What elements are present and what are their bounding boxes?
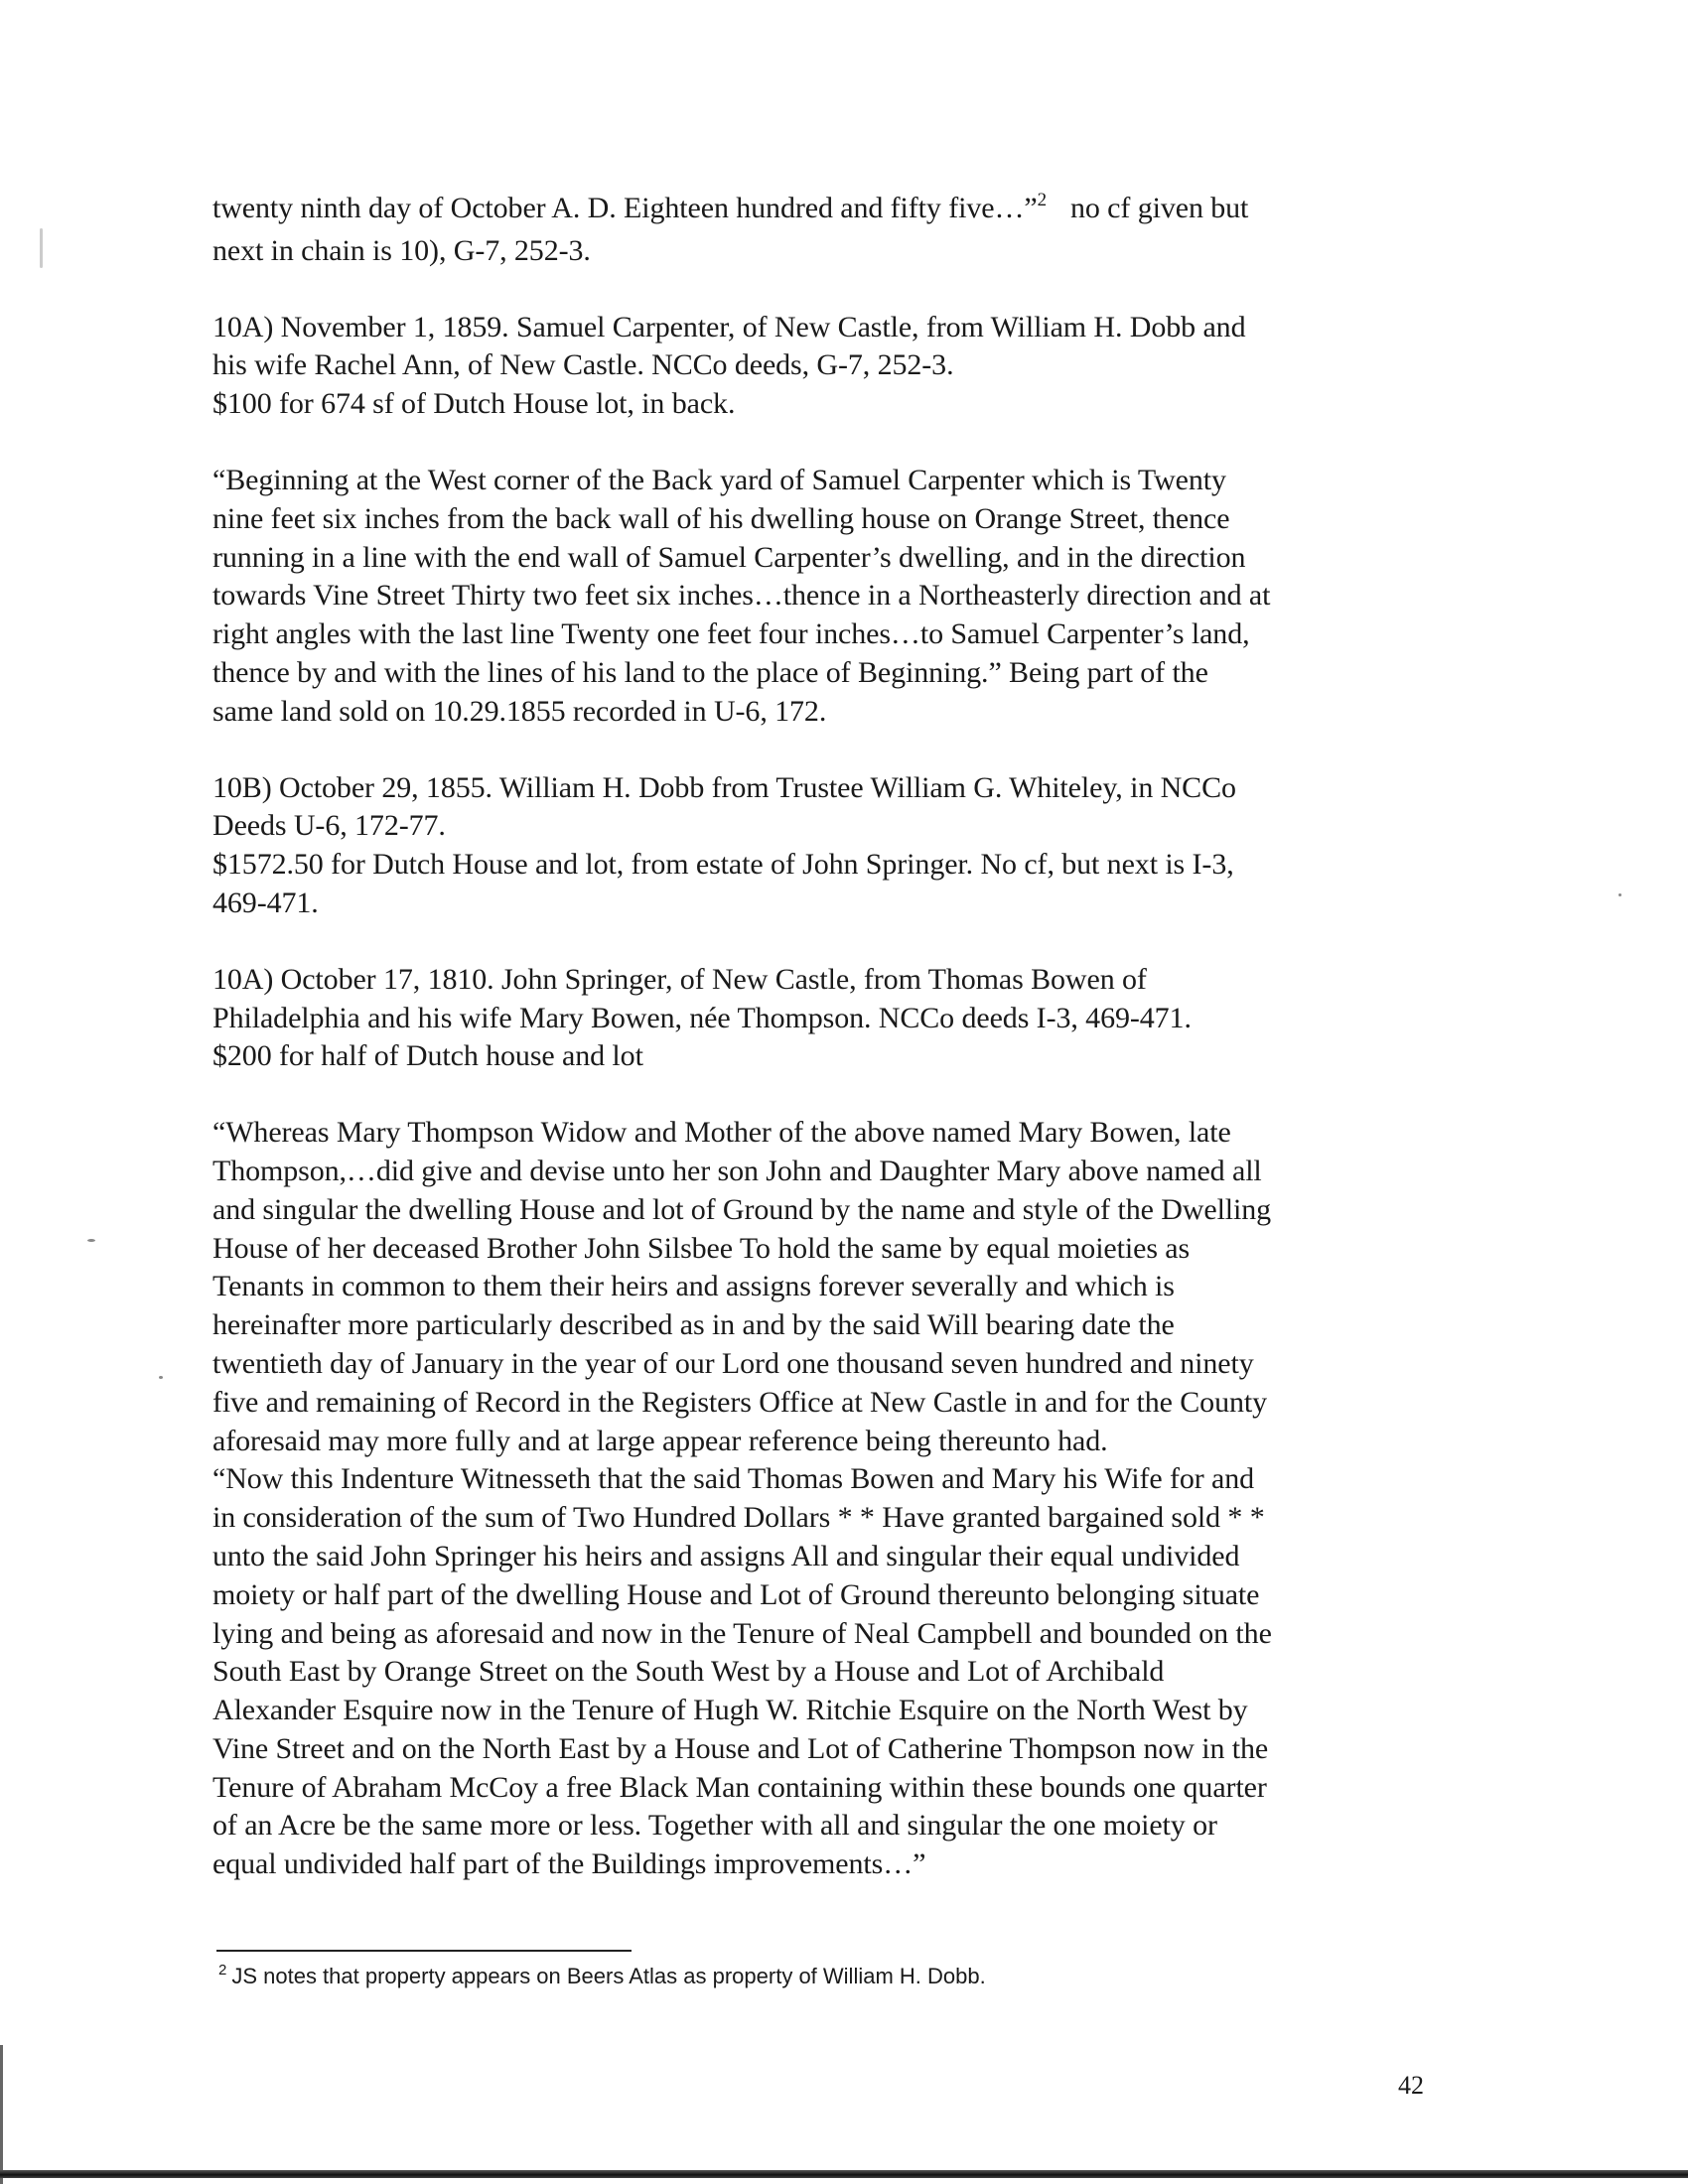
scan-speck xyxy=(40,228,43,268)
scan-edge-bottom xyxy=(0,2170,1688,2178)
line-text: House of her deceased Brother John Silsbee To hold the same by equal moieties as xyxy=(212,1231,1191,1265)
line-text: Vine Street and on the North East by a House and Lot of Catherine Thompson now in the xyxy=(212,1731,1269,1765)
text-line xyxy=(212,500,1454,539)
line-text: right angles with the last line Twenty one feet four inches…to Samuel Carpenter’s land, xyxy=(212,617,1250,651)
text-line xyxy=(212,1499,1454,1538)
line-text: unto the said John Springer his heirs and assigns All and singular their equal undivided xyxy=(212,1539,1240,1572)
line-text: “Now this Indenture Witnesseth that the said Thomas Bowen and Mary his Wife for and xyxy=(212,1462,1255,1496)
paragraph xyxy=(212,769,1454,923)
footnote-separator xyxy=(216,1950,632,1952)
line-text: 469-471. xyxy=(212,886,319,919)
line-text: Deeds U-6, 172-77. xyxy=(212,809,446,843)
text-line xyxy=(212,1345,1454,1384)
line-text: in consideration of the sum of Two Hundred Dollars * * Have granted bargained sold * * xyxy=(212,1501,1265,1535)
text-line xyxy=(212,1460,1454,1499)
line-text: same land sold on 10.29.1855 recorded in U-6, 172. xyxy=(212,694,827,728)
footnote xyxy=(218,1964,986,1989)
line-text: “Whereas Mary Thompson Widow and Mother of the above named Mary Bowen, late xyxy=(212,1116,1231,1150)
scan-speck xyxy=(159,1376,163,1379)
line-text: Thompson,…did give and devise unto her son John and Daughter Mary above named all xyxy=(212,1154,1262,1187)
text-line xyxy=(212,1153,1454,1191)
text-line xyxy=(212,615,1454,654)
text-line xyxy=(212,769,1454,808)
line-text: lying and being as aforesaid and now in the Tenure of Neal Campbell and bounded on the xyxy=(212,1616,1272,1650)
text-line xyxy=(212,807,1454,846)
paragraph xyxy=(212,190,1454,271)
page-number: 42 xyxy=(1398,2071,1424,2100)
line-text: 10B) October 29, 1855. William H. Dobb from Trustee William G. Whiteley, in NCCo xyxy=(212,770,1236,804)
line-text: twentieth day of January in the year of our Lord one thousand seven hundred and ninety xyxy=(212,1346,1254,1380)
text-line xyxy=(212,385,1454,424)
text-line xyxy=(212,1807,1454,1845)
text-line xyxy=(212,1538,1454,1576)
text-line xyxy=(212,462,1454,500)
text-line xyxy=(212,885,1454,923)
scan-speck xyxy=(1618,893,1621,896)
line-text: towards Vine Street Thirty two feet six inches…thence in a Northeasterly direction and at xyxy=(212,579,1271,613)
text-line xyxy=(212,961,1454,1000)
text-line xyxy=(212,1306,1454,1345)
text-line xyxy=(212,346,1454,385)
line-text: Tenure of Abraham McCoy a free Black Man containing within these bounds one quarter xyxy=(212,1770,1267,1804)
footnote-marker: 2 xyxy=(218,1962,227,1979)
body-text xyxy=(212,190,1454,1922)
paragraph xyxy=(212,309,1454,424)
text-line xyxy=(212,1191,1454,1230)
line-text: thence by and with the lines of his land to the place of Beginning.” Being part of the xyxy=(212,655,1208,689)
footnote-text: JS notes that property appears on Beers Atlas as property of William H. Dobb. xyxy=(231,1964,986,1988)
text-line xyxy=(212,846,1454,885)
line-text: “Beginning at the West corner of the Back yard of Samuel Carpenter which is Twenty xyxy=(212,463,1226,496)
text-line xyxy=(212,1384,1454,1423)
line-text: twenty ninth day of October A. D. Eighteen hundred and fifty five…” xyxy=(212,192,1038,224)
text-line xyxy=(212,1615,1454,1654)
text-line xyxy=(212,1730,1454,1769)
line-text: equal undivided half part of the Buildings improvements…” xyxy=(212,1847,926,1881)
text-line xyxy=(212,1230,1454,1269)
paragraph xyxy=(212,462,1454,732)
line-text: and singular the dwelling House and lot of Ground by the name and style of the Dwelling xyxy=(212,1192,1272,1226)
line-text: hereinafter more particularly described as in and by the said Will bearing date the xyxy=(212,1308,1175,1342)
line-text: running in a line with the end wall of Samuel Carpenter’s dwelling, and in the direction xyxy=(212,540,1246,574)
scan-edge-left xyxy=(0,2045,3,2184)
text-line xyxy=(212,190,1454,232)
footnote-reference: 2 xyxy=(1037,190,1047,210)
paragraph xyxy=(212,1114,1454,1884)
line-text: $100 for 674 sf of Dutch House lot, in back. xyxy=(212,387,736,421)
text-line xyxy=(212,1037,1454,1076)
line-text: of an Acre be the same more or less. Together with all and singular the one moiety or xyxy=(212,1809,1217,1843)
text-line xyxy=(212,1692,1454,1730)
line-text: South East by Orange Street on the South West by a House and Lot of Archibald xyxy=(212,1655,1165,1689)
line-text: $200 for half of Dutch house and lot xyxy=(212,1039,643,1073)
line-text: $1572.50 for Dutch House and lot, from estate of John Springer. No cf, but next is I-3, xyxy=(212,848,1234,882)
line-text: 10A) November 1, 1859. Samuel Carpenter, of New Castle, from William H. Dobb and xyxy=(212,310,1246,343)
text-line xyxy=(212,1653,1454,1692)
line-text: his wife Rachel Ann, of New Castle. NCCo deeds, G-7, 252-3. xyxy=(212,348,954,382)
text-line xyxy=(212,1423,1454,1461)
text-line xyxy=(212,1000,1454,1038)
paragraph xyxy=(212,961,1454,1076)
text-line xyxy=(212,539,1454,578)
line-text-after: no cf given but xyxy=(1069,192,1249,224)
text-line xyxy=(212,232,1454,271)
scan-speck xyxy=(87,1239,95,1242)
text-line xyxy=(212,693,1454,732)
line-text: aforesaid may more fully and at large appear reference being thereunto had. xyxy=(212,1424,1108,1457)
line-text: Philadelphia and his wife Mary Bowen, née Thompson. NCCo deeds I-3, 469-471. xyxy=(212,1001,1192,1034)
line-text: Alexander Esquire now in the Tenure of Hugh W. Ritchie Esquire on the North West by xyxy=(212,1694,1248,1727)
line-text: moiety or half part of the dwelling House and Lot of Ground thereunto belonging situate xyxy=(212,1577,1260,1611)
line-text: Tenants in common to them their heirs and assigns forever severally and which is xyxy=(212,1270,1175,1303)
text-line xyxy=(212,1769,1454,1808)
text-line xyxy=(212,577,1454,615)
text-line xyxy=(212,1268,1454,1306)
text-line xyxy=(212,1114,1454,1153)
text-line xyxy=(212,1845,1454,1884)
line-text: next in chain is 10), G-7, 252-3. xyxy=(212,233,591,267)
text-line xyxy=(212,309,1454,347)
line-text: 10A) October 17, 1810. John Springer, of New Castle, from Thomas Bowen of xyxy=(212,962,1147,996)
line-text: nine feet six inches from the back wall of his dwelling house on Orange Street, thence xyxy=(212,501,1230,535)
line-text: five and remaining of Record in the Registers Office at New Castle in and for the County xyxy=(212,1385,1268,1419)
text-line xyxy=(212,1576,1454,1615)
text-line xyxy=(212,654,1454,693)
